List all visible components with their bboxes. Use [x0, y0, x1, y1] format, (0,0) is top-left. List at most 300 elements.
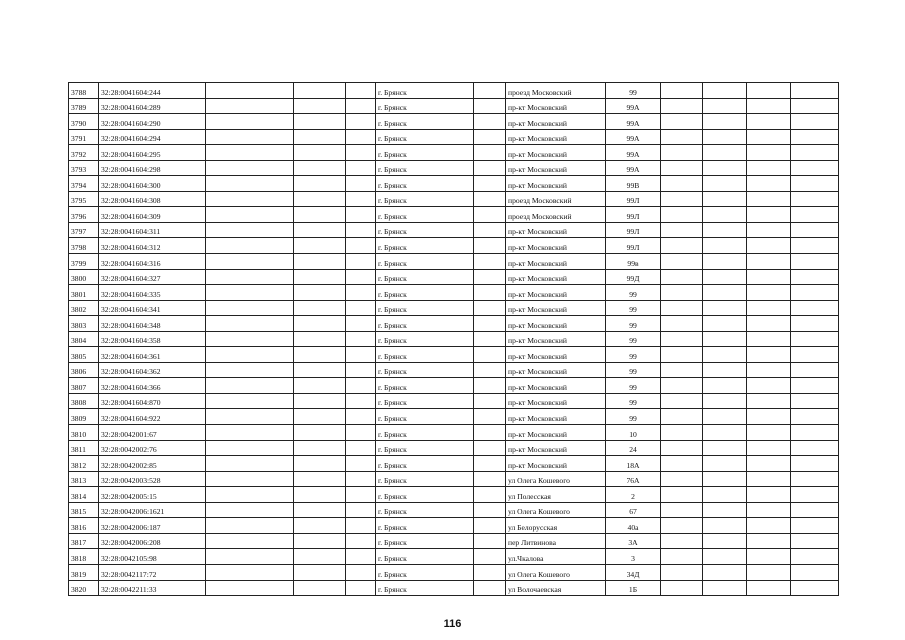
cell-empty: [474, 564, 506, 580]
cell-house: 67: [606, 502, 661, 518]
table-row: [69, 269, 839, 285]
cell-city: г. Брянск: [376, 316, 474, 332]
cell-street: ул.Чкалова: [506, 549, 606, 565]
cell-empty: [747, 362, 791, 378]
cell-empty: [474, 471, 506, 487]
cell-num: 3797: [69, 222, 99, 238]
cell-empty: [206, 191, 294, 207]
cell-empty: [474, 533, 506, 549]
cell-empty: [346, 83, 376, 99]
cell-cadastral: 32:28:0041604:244: [99, 83, 206, 99]
table-row: [69, 254, 839, 270]
cell-house: 3: [606, 549, 661, 565]
cell-street: ул Белорусская: [506, 518, 606, 534]
cell-empty: [791, 471, 839, 487]
cell-empty: [747, 456, 791, 472]
table-row: [69, 564, 839, 580]
cell-empty: [791, 98, 839, 114]
cell-empty: [661, 564, 703, 580]
cell-empty: [346, 549, 376, 565]
cell-empty: [294, 191, 346, 207]
cell-num: 3812: [69, 456, 99, 472]
cell-num: 3801: [69, 285, 99, 301]
cell-empty: [206, 238, 294, 254]
cell-empty: [474, 191, 506, 207]
cell-empty: [661, 409, 703, 425]
cell-empty: [206, 269, 294, 285]
cell-empty: [791, 502, 839, 518]
cell-empty: [791, 456, 839, 472]
cell-empty: [661, 316, 703, 332]
cell-empty: [747, 160, 791, 176]
cell-empty: [294, 502, 346, 518]
cell-empty: [346, 331, 376, 347]
cell-house: 99: [606, 83, 661, 99]
cell-street: пр-кт Московский: [506, 254, 606, 270]
cell-empty: [791, 285, 839, 301]
cell-empty: [747, 285, 791, 301]
cell-street: пр-кт Московский: [506, 331, 606, 347]
cell-empty: [703, 129, 747, 145]
cell-empty: [661, 393, 703, 409]
cell-empty: [346, 378, 376, 394]
cell-street: ул Олега Кошевого: [506, 564, 606, 580]
cell-empty: [661, 222, 703, 238]
cell-empty: [661, 238, 703, 254]
cell-empty: [474, 331, 506, 347]
cell-empty: [294, 331, 346, 347]
cell-empty: [206, 362, 294, 378]
cell-house: 99: [606, 378, 661, 394]
cell-empty: [206, 580, 294, 596]
cell-street: пр-кт Московский: [506, 378, 606, 394]
cell-empty: [346, 393, 376, 409]
cell-empty: [346, 129, 376, 145]
cell-cadastral: 32:28:0041604:312: [99, 238, 206, 254]
cell-street: пр-кт Московский: [506, 160, 606, 176]
cell-empty: [661, 362, 703, 378]
cell-empty: [474, 285, 506, 301]
cell-empty: [661, 440, 703, 456]
cell-empty: [346, 98, 376, 114]
cell-city: г. Брянск: [376, 269, 474, 285]
cell-cadastral: 32:28:0042002:76: [99, 440, 206, 456]
cell-city: г. Брянск: [376, 222, 474, 238]
cell-house: 99: [606, 362, 661, 378]
cell-empty: [747, 145, 791, 161]
cell-empty: [661, 378, 703, 394]
cell-empty: [206, 285, 294, 301]
cell-cadastral: 32:28:0041604:870: [99, 393, 206, 409]
cell-empty: [703, 393, 747, 409]
cell-street: ул Олега Кошевого: [506, 502, 606, 518]
cell-empty: [346, 533, 376, 549]
cell-house: 99А: [606, 160, 661, 176]
cell-house: 99В: [606, 176, 661, 192]
cell-city: г. Брянск: [376, 440, 474, 456]
cell-city: г. Брянск: [376, 502, 474, 518]
table-row: [69, 285, 839, 301]
cell-cadastral: 32:28:0041604:335: [99, 285, 206, 301]
cell-empty: [703, 254, 747, 270]
cell-num: 3816: [69, 518, 99, 534]
cell-empty: [294, 300, 346, 316]
cell-empty: [474, 518, 506, 534]
cell-cadastral: 32:28:0041604:298: [99, 160, 206, 176]
cell-empty: [294, 238, 346, 254]
cell-empty: [703, 176, 747, 192]
cell-street: пр-кт Московский: [506, 393, 606, 409]
cell-empty: [474, 456, 506, 472]
cell-num: 3809: [69, 409, 99, 425]
cell-house: 99: [606, 347, 661, 363]
cell-empty: [703, 549, 747, 565]
cell-empty: [346, 269, 376, 285]
cell-house: 24: [606, 440, 661, 456]
cell-city: г. Брянск: [376, 145, 474, 161]
cell-empty: [791, 362, 839, 378]
cell-empty: [206, 518, 294, 534]
cell-empty: [791, 222, 839, 238]
cell-empty: [474, 145, 506, 161]
cell-cadastral: 32:28:0041604:366: [99, 378, 206, 394]
cell-house: 99А: [606, 145, 661, 161]
cell-empty: [747, 580, 791, 596]
cell-empty: [747, 207, 791, 223]
table-row: [69, 440, 839, 456]
cell-empty: [791, 145, 839, 161]
cell-cadastral: 32:28:0041604:922: [99, 409, 206, 425]
cell-empty: [747, 425, 791, 441]
cell-empty: [474, 222, 506, 238]
cell-city: г. Брянск: [376, 425, 474, 441]
cell-cadastral: 32:28:0041604:295: [99, 145, 206, 161]
cell-empty: [474, 549, 506, 565]
cell-num: 3800: [69, 269, 99, 285]
cell-num: 3806: [69, 362, 99, 378]
table-row: [69, 362, 839, 378]
cell-empty: [747, 487, 791, 503]
cell-empty: [346, 222, 376, 238]
cell-empty: [206, 393, 294, 409]
cell-house: 2: [606, 487, 661, 503]
cell-empty: [661, 331, 703, 347]
cell-empty: [474, 393, 506, 409]
cell-empty: [294, 83, 346, 99]
cell-cadastral: 32:28:0041604:290: [99, 114, 206, 130]
cell-city: г. Брянск: [376, 580, 474, 596]
cell-empty: [661, 129, 703, 145]
cell-empty: [791, 440, 839, 456]
cell-empty: [661, 347, 703, 363]
cell-empty: [661, 114, 703, 130]
cell-empty: [661, 83, 703, 99]
table-row: [69, 533, 839, 549]
cell-empty: [474, 425, 506, 441]
cell-cadastral: 32:28:0041604:348: [99, 316, 206, 332]
cell-cadastral: 32:28:0041604:311: [99, 222, 206, 238]
cell-num: 3819: [69, 564, 99, 580]
cell-empty: [791, 269, 839, 285]
table-row: [69, 98, 839, 114]
cell-cadastral: 32:28:0041604:300: [99, 176, 206, 192]
cell-street: пр-кт Московский: [506, 114, 606, 130]
cell-empty: [346, 160, 376, 176]
cell-cadastral: 32:28:0041604:362: [99, 362, 206, 378]
table-row: [69, 191, 839, 207]
cell-house: 99А: [606, 129, 661, 145]
cell-empty: [791, 83, 839, 99]
table-row: [69, 176, 839, 192]
cell-street: проезд Московский: [506, 83, 606, 99]
cell-empty: [294, 518, 346, 534]
cell-house: 99Д: [606, 269, 661, 285]
cell-empty: [294, 316, 346, 332]
cell-empty: [294, 98, 346, 114]
cell-empty: [791, 207, 839, 223]
cell-empty: [206, 222, 294, 238]
cell-street: пр-кт Московский: [506, 222, 606, 238]
table-row: [69, 347, 839, 363]
table-row: [69, 456, 839, 472]
cell-cadastral: 32:28:0041604:327: [99, 269, 206, 285]
cell-empty: [294, 378, 346, 394]
cell-num: 3794: [69, 176, 99, 192]
cell-empty: [747, 331, 791, 347]
cell-street: пер Литвинова: [506, 533, 606, 549]
cell-empty: [346, 487, 376, 503]
cell-empty: [294, 129, 346, 145]
table-row: [69, 502, 839, 518]
cell-empty: [747, 83, 791, 99]
cell-num: 3818: [69, 549, 99, 565]
cell-empty: [294, 114, 346, 130]
table-row: [69, 222, 839, 238]
cell-empty: [747, 471, 791, 487]
cell-empty: [661, 300, 703, 316]
cell-city: г. Брянск: [376, 129, 474, 145]
cell-num: 3803: [69, 316, 99, 332]
cell-empty: [747, 129, 791, 145]
cell-empty: [747, 98, 791, 114]
cell-house: 99: [606, 300, 661, 316]
cell-empty: [703, 502, 747, 518]
cell-empty: [791, 160, 839, 176]
cell-city: г. Брянск: [376, 285, 474, 301]
cell-empty: [346, 316, 376, 332]
table-row: [69, 409, 839, 425]
cell-empty: [661, 456, 703, 472]
cell-empty: [346, 425, 376, 441]
cell-empty: [474, 487, 506, 503]
cell-street: пр-кт Московский: [506, 176, 606, 192]
cell-empty: [474, 269, 506, 285]
cell-num: 3807: [69, 378, 99, 394]
cell-empty: [294, 564, 346, 580]
cell-street: пр-кт Московский: [506, 409, 606, 425]
cell-city: г. Брянск: [376, 347, 474, 363]
cell-num: 3814: [69, 487, 99, 503]
cell-empty: [703, 362, 747, 378]
cell-empty: [661, 191, 703, 207]
cell-empty: [703, 316, 747, 332]
cell-empty: [294, 440, 346, 456]
cell-empty: [747, 378, 791, 394]
cell-empty: [346, 471, 376, 487]
cell-empty: [294, 222, 346, 238]
cell-empty: [747, 300, 791, 316]
table-row: [69, 393, 839, 409]
cell-city: г. Брянск: [376, 98, 474, 114]
cell-city: г. Брянск: [376, 238, 474, 254]
cell-street: ул Олега Кошевого: [506, 471, 606, 487]
cell-empty: [206, 331, 294, 347]
cell-empty: [294, 207, 346, 223]
cell-empty: [703, 580, 747, 596]
cell-empty: [661, 207, 703, 223]
cell-street: пр-кт Московский: [506, 456, 606, 472]
cell-house: 99А: [606, 114, 661, 130]
cell-empty: [747, 114, 791, 130]
cell-empty: [791, 549, 839, 565]
cell-street: пр-кт Московский: [506, 316, 606, 332]
cell-empty: [206, 207, 294, 223]
cell-street: пр-кт Московский: [506, 300, 606, 316]
cell-empty: [661, 176, 703, 192]
cell-city: г. Брянск: [376, 533, 474, 549]
cell-empty: [474, 98, 506, 114]
cell-empty: [206, 456, 294, 472]
cell-empty: [791, 331, 839, 347]
cell-empty: [703, 160, 747, 176]
cell-empty: [791, 564, 839, 580]
cell-cadastral: 32:28:0042001:67: [99, 425, 206, 441]
cell-street: пр-кт Московский: [506, 285, 606, 301]
cell-house: 99в: [606, 254, 661, 270]
cell-empty: [206, 502, 294, 518]
cell-city: г. Брянск: [376, 564, 474, 580]
cell-empty: [206, 145, 294, 161]
cell-house: 99: [606, 393, 661, 409]
cell-street: пр-кт Московский: [506, 440, 606, 456]
cell-empty: [747, 564, 791, 580]
cell-empty: [703, 238, 747, 254]
cell-empty: [791, 300, 839, 316]
table-row: [69, 160, 839, 176]
cell-empty: [474, 378, 506, 394]
table-row: [69, 129, 839, 145]
cell-cadastral: 32:28:0042006:187: [99, 518, 206, 534]
cell-empty: [703, 378, 747, 394]
cell-empty: [206, 378, 294, 394]
cell-city: г. Брянск: [376, 471, 474, 487]
cell-empty: [703, 456, 747, 472]
cell-empty: [294, 393, 346, 409]
cell-empty: [747, 269, 791, 285]
cell-empty: [703, 114, 747, 130]
cell-empty: [474, 502, 506, 518]
cell-empty: [661, 425, 703, 441]
cell-num: 3820: [69, 580, 99, 596]
cell-empty: [206, 487, 294, 503]
cell-empty: [791, 238, 839, 254]
cell-num: 3798: [69, 238, 99, 254]
cell-city: г. Брянск: [376, 207, 474, 223]
table-row: [69, 83, 839, 99]
cell-empty: [791, 533, 839, 549]
cell-empty: [791, 191, 839, 207]
cell-empty: [661, 160, 703, 176]
cell-empty: [474, 409, 506, 425]
cell-house: 40а: [606, 518, 661, 534]
cell-empty: [747, 176, 791, 192]
cell-empty: [791, 316, 839, 332]
cell-empty: [206, 129, 294, 145]
cell-empty: [747, 222, 791, 238]
table-row: [69, 114, 839, 130]
cell-num: 3795: [69, 191, 99, 207]
table-row: [69, 471, 839, 487]
cell-city: г. Брянск: [376, 160, 474, 176]
cell-empty: [703, 285, 747, 301]
cell-num: 3805: [69, 347, 99, 363]
cell-cadastral: 32:28:0041604:294: [99, 129, 206, 145]
cell-empty: [294, 456, 346, 472]
cell-empty: [294, 145, 346, 161]
cell-city: г. Брянск: [376, 254, 474, 270]
registry-table: [68, 82, 839, 596]
cell-empty: [206, 176, 294, 192]
cell-num: 3815: [69, 502, 99, 518]
table-row: [69, 300, 839, 316]
cell-city: г. Брянск: [376, 114, 474, 130]
cell-empty: [346, 440, 376, 456]
cell-empty: [791, 518, 839, 534]
cell-street: пр-кт Московский: [506, 238, 606, 254]
cell-cadastral: 32:28:0041604:316: [99, 254, 206, 270]
cell-city: г. Брянск: [376, 176, 474, 192]
cell-num: 3810: [69, 425, 99, 441]
table-row: [69, 518, 839, 534]
cell-empty: [346, 145, 376, 161]
cell-empty: [791, 409, 839, 425]
cell-cadastral: 32:28:0042117:72: [99, 564, 206, 580]
cell-house: 99Л: [606, 191, 661, 207]
cell-street: проезд Московский: [506, 191, 606, 207]
cell-empty: [747, 409, 791, 425]
cell-city: г. Брянск: [376, 409, 474, 425]
cell-empty: [791, 129, 839, 145]
cell-empty: [346, 238, 376, 254]
cell-empty: [346, 300, 376, 316]
cell-empty: [791, 487, 839, 503]
table-row: [69, 487, 839, 503]
table-row: [69, 425, 839, 441]
cell-empty: [747, 191, 791, 207]
cell-empty: [791, 393, 839, 409]
cell-num: 3808: [69, 393, 99, 409]
cell-house: 99А: [606, 98, 661, 114]
cell-empty: [206, 300, 294, 316]
cell-num: 3788: [69, 83, 99, 99]
cell-empty: [747, 347, 791, 363]
cell-empty: [346, 176, 376, 192]
cell-empty: [661, 285, 703, 301]
cell-cadastral: 32:28:0041604:341: [99, 300, 206, 316]
cell-empty: [474, 83, 506, 99]
cell-empty: [703, 347, 747, 363]
cell-empty: [346, 502, 376, 518]
